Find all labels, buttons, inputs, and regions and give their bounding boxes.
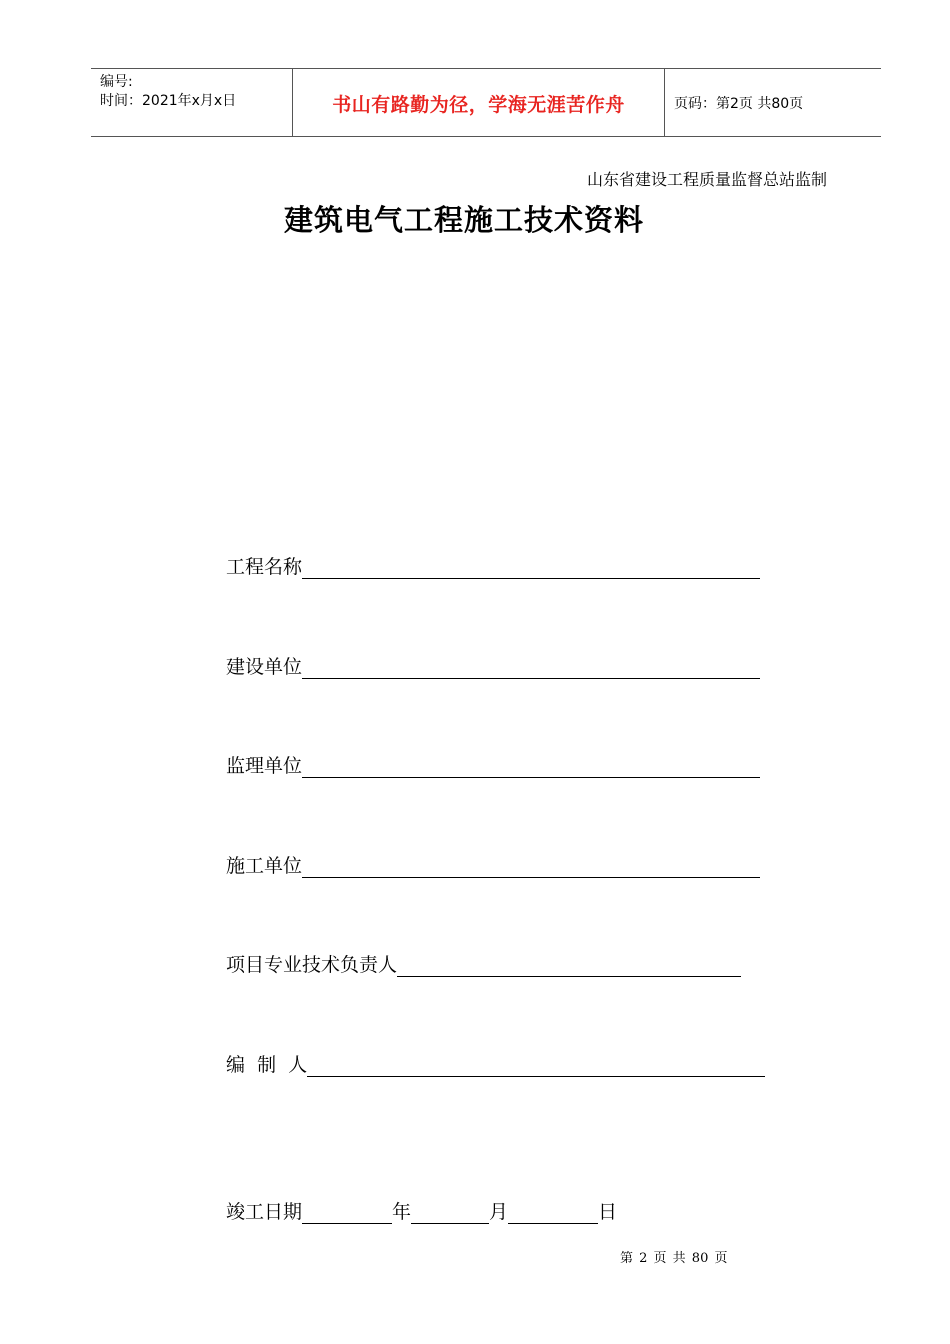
supervisor-org: 山东省建设工程质量监督总站监制 [587,170,828,189]
field-label: 编 制 人 [226,1054,308,1076]
month-label: 月 [489,1201,509,1223]
field-technical-lead [226,950,741,977]
field-blank-line[interactable] [302,857,760,878]
day-label: 日 [598,1201,618,1223]
field-blank-line[interactable] [397,956,741,977]
field-blank-line[interactable] [302,757,760,778]
year-blank[interactable] [302,1203,392,1224]
year-label: 年 [392,1201,412,1223]
motto-text: 书山有路勤为径，学海无涯苦作舟 [332,94,625,116]
completion-date-label: 竣工日期 [226,1201,303,1223]
month-blank[interactable] [411,1203,489,1224]
field-label: 项目专业技术负责人 [226,954,398,976]
field-blank-line[interactable] [302,658,760,679]
field-label: 工程名称 [226,556,303,578]
field-blank-line[interactable] [307,1056,765,1077]
field-project-name [226,552,760,579]
serial-number-label: 编号: [100,74,133,90]
field-supervision-unit [226,751,760,778]
field-label: 施工单位 [226,855,303,877]
field-label: 监理单位 [226,755,303,777]
field-compiler [226,1050,765,1077]
header-meta-cell [91,69,293,136]
page-info: 页码：第2页 共80页 [674,95,804,112]
field-contractor-unit [226,851,760,878]
page-header [91,68,881,137]
field-construction-unit [226,652,760,679]
header-motto-cell [293,69,665,136]
time-label: 时间：2021年x月x日 [100,93,237,109]
header-page-cell [665,69,881,136]
page-footer: 第 2 页 共 80 页 [620,1251,728,1266]
day-blank[interactable] [508,1203,598,1224]
completion-date-row [226,1197,617,1224]
field-blank-line[interactable] [302,558,760,579]
document-title: 建筑电气工程施工技术资料 [283,203,644,237]
field-label: 建设单位 [226,656,303,678]
